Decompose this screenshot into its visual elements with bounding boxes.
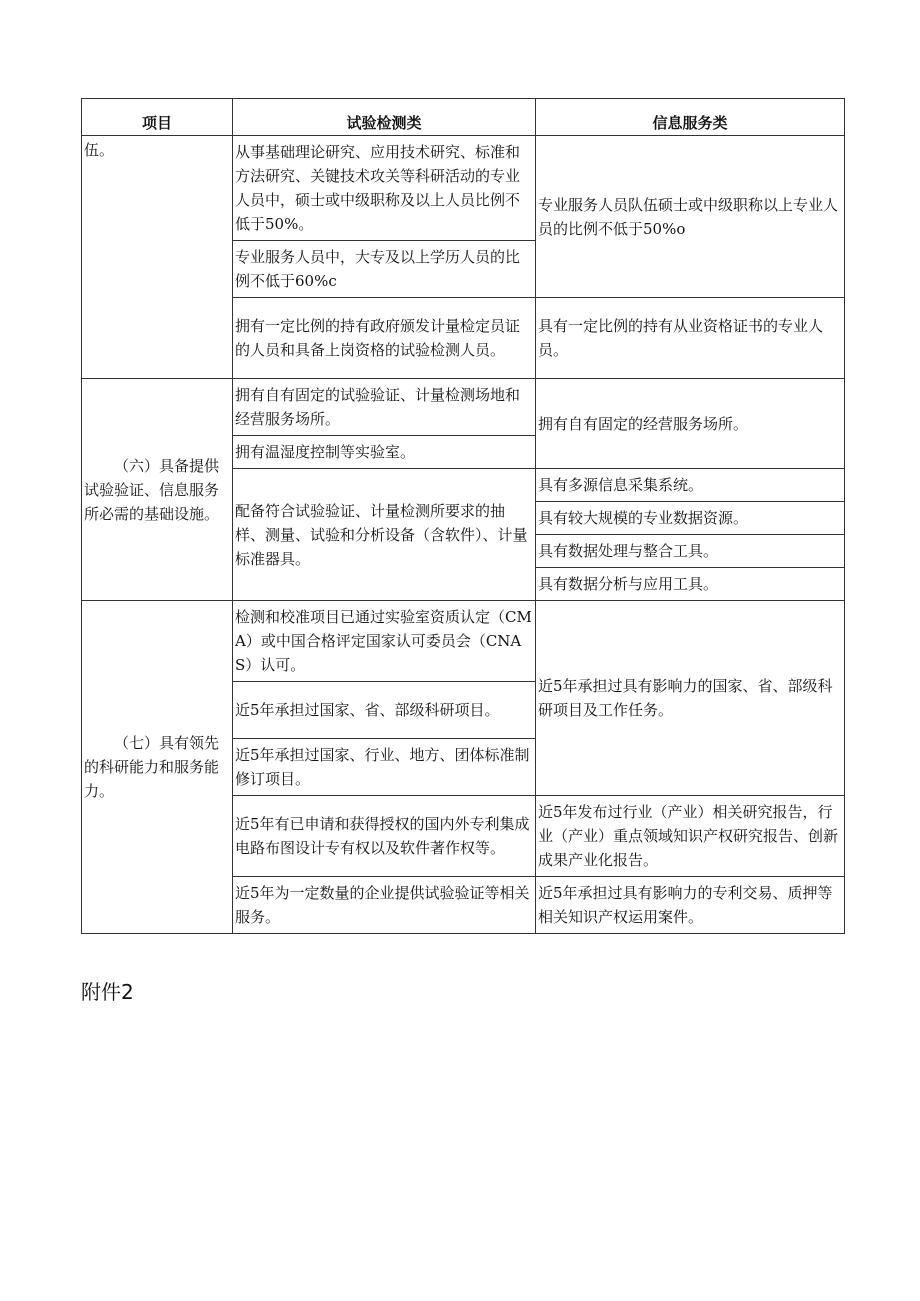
cell-testing-patents: 近5年有已申请和获得授权的国内外专利集成电路布图设计专有权以及软件著作权等。: [233, 796, 536, 877]
cell-testing-lab: 拥有温湿度控制等实验室。: [233, 436, 536, 469]
cell-testing-site: 拥有自有固定的试验验证、计量检测场地和经营服务场所。: [233, 379, 536, 436]
header-testing: 试验检测类: [233, 99, 536, 136]
cell-testing-education-ratio: 专业服务人员中，大专及以上学历人员的比例不低于60%c: [233, 241, 536, 298]
cell-testing-cma-cnas: 检测和校准项目已通过实验室资质认定（CMA）或中国合格评定国家认可委员会（CNAS）认可。: [233, 601, 536, 682]
cell-testing-standards: 近5年承担过国家、行业、地方、团体标准制修订项目。: [233, 739, 536, 796]
cell-info-analysis-tools: 具有数据分析与应用工具。: [536, 568, 845, 601]
table-row: [82, 136, 845, 241]
cell-section-7-label: （七）具有领先的科研能力和服务能力。: [82, 601, 233, 934]
header-information: 信息服务类: [536, 99, 845, 136]
header-item: 项目: [82, 99, 233, 136]
cell-info-research-projects: 近5年承担过具有影响力的国家、省、部级科研项目及工作任务。: [536, 601, 845, 796]
cell-section-5-label: 伍。: [82, 136, 233, 379]
cell-info-reports: 近5年发布过行业（产业）相关研究报告，行业（产业）重点领域知识产权研究报告、创新成果产业化报告。: [536, 796, 845, 877]
cell-info-ip-cases: 近5年承担过具有影响力的专利交易、质押等相关知识产权运用案件。: [536, 877, 845, 934]
cell-info-processing-tools: 具有数据处理与整合工具。: [536, 535, 845, 568]
table-header-row: [82, 99, 845, 136]
cell-testing-enterprise-services: 近5年为一定数量的企业提供试验验证等相关服务。: [233, 877, 536, 934]
cell-info-certified-staff: 具有一定比例的持有从业资格证书的专业人员。: [536, 298, 845, 379]
cell-testing-personnel-ratio: 从事基础理论研究、应用技术研究、标准和方法研究、关键技术攻关等科研活动的专业人员中，硕士或中级职称及以上人员比例不低于50%。: [233, 136, 536, 241]
table-row: [82, 601, 845, 682]
requirements-table-container: [81, 98, 844, 934]
requirements-table: [81, 98, 845, 934]
table-row: [82, 379, 845, 436]
cell-info-data-resources: 具有较大规模的专业数据资源。: [536, 502, 845, 535]
cell-testing-certified-staff: 拥有一定比例的持有政府颁发计量检定员证的人员和具备上岗资格的试验检测人员。: [233, 298, 536, 379]
cell-testing-equipment: 配备符合试验验证、计量检测所要求的抽样、测量、试验和分析设备（含软件）、计量标准器具。: [233, 469, 536, 601]
cell-info-collection-system: 具有多源信息采集系统。: [536, 469, 845, 502]
cell-info-site: 拥有自有固定的经营服务场所。: [536, 379, 845, 469]
cell-info-personnel-ratio: 专业服务人员队伍硕士或中级职称以上专业人员的比例不低于50%o: [536, 136, 845, 298]
cell-testing-research-projects: 近5年承担过国家、省、部级科研项目。: [233, 682, 536, 739]
cell-section-6-label: （六）具备提供试验验证、信息服务所必需的基础设施。: [82, 379, 233, 601]
attachment-label: 附件2: [81, 980, 134, 1004]
